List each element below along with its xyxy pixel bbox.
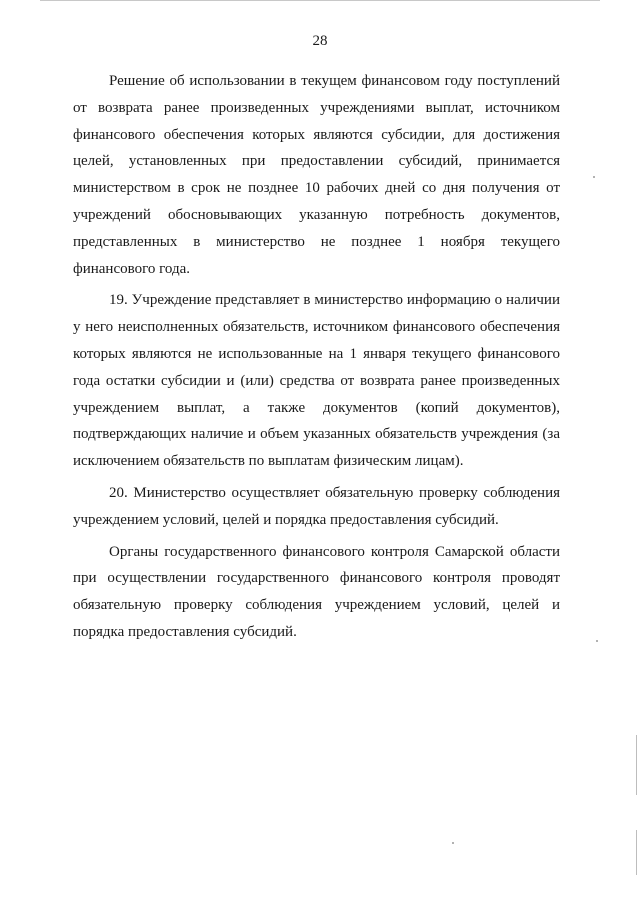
paragraph-control-bodies: Органы государственного финансового контроля Самарской области при осуществлении государственного финансового контроля проводят обязательную проверку соблюдения учреждением условий, целей и порядка предоставления субсидий.: [73, 543, 560, 640]
paragraph-item-19: 19. Учреждение представляет в министерство информацию о наличии у него неисполненных обязательств, источником финансового обеспечения которых являются не использованные на 1 января текущего финансового года остатки субсидии и (или) средства от возврата ранее произведенных учреждением выплат, а также документов (копий документов), подтверждающих наличие и объем указанных обязательств учреждения (за исключением обязательств по выплатам физическим лицам).: [73, 292, 560, 470]
scan-edge-mark: [636, 830, 637, 875]
paragraph-decision: Решение об использовании в текущем финансовом году поступлений от возврата ранее произведенных учреждениями выплат, источником финансового обеспечения которых являются субсидии, для достижения целей, установленных при предоставлении субсидий, принимается министерством в срок не позднее 10 рабочих дней со дня получения от учреждений обосновывающих указанную потребность документов, представленных в министерство не позднее 1 ноября текущего финансового года.: [73, 73, 560, 277]
document-body: [73, 68, 560, 646]
scan-edge-mark: [636, 735, 637, 795]
scan-speck: [593, 176, 595, 178]
paragraph-item-20: 20. Министерство осуществляет обязательную проверку соблюдения учреждением условий, целей и порядка предоставления субсидий.: [73, 484, 560, 528]
page-number: 28: [312, 33, 328, 49]
scan-speck: [452, 842, 454, 844]
scan-top-edge: [40, 0, 600, 1]
scan-speck: [596, 640, 598, 642]
